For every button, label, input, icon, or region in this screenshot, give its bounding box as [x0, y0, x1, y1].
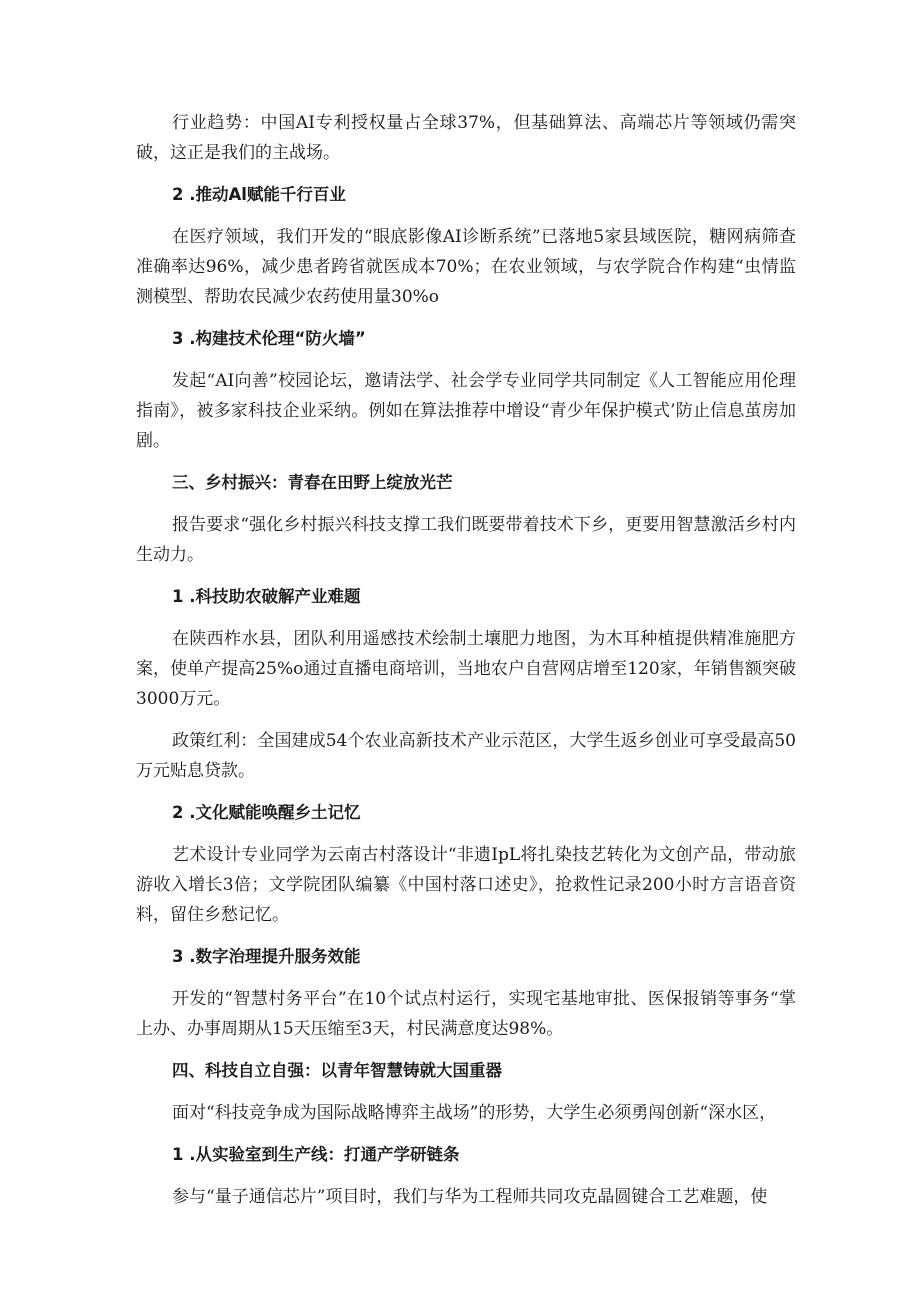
paragraph-industry-trend: 行业趋势：中国AI专利授权量占全球37%，但基础算法、高端芯片等领域仍需突破，这正是我们的主战场。 [136, 113, 796, 163]
paragraph-quantum-chip: 参与“量子通信芯片”项目时，我们与华为工程师共同攻克晶圆键合工艺难题，使 [172, 1187, 768, 1207]
document-body [136, 108, 796, 1224]
paragraph-smart-village: 开发的“智慧村务平台”在10个试点村运行，实现宅基地审批、医保报销等事务“掌上办、办事周期从15天压缩至3天，村民满意度达98%。 [136, 989, 796, 1039]
heading-rural-revitalization: 三、乡村振兴：青春在田野上绽放光芒 [172, 473, 453, 492]
heading-ai-empower: 2 .推动Al赋能千行百业 [172, 185, 346, 204]
heading-culture-memory: 2 .文化赋能唤醒乡土记忆 [172, 803, 361, 822]
heading-tech-self-reliance: 四、科技自立自强：以青年智慧铸就大国重器 [172, 1061, 502, 1080]
paragraph-art-design: 艺术设计专业同学为云南古村落设计“非遗IpL将扎染技艺转化为文创产品，带动旅游收入增长3倍；文学院团队编纂《中国村落口述史》，抢救性记录200小时方言语音资料，留住乡愁记忆。 [136, 845, 796, 925]
heading-tech-ethics: 3 .构建技术伦理“防火墙” [172, 329, 366, 348]
heading-digital-governance: 3 .数字治理提升服务效能 [172, 947, 361, 966]
paragraph-medical-agriculture: 在医疗领域，我们开发的“眼底影像AI诊断系统”已落地5家县域医院，糖网病筛查准确率达96%，减少患者跨省就医成本70%；在农业领域，与农学院合作构建“虫情监测模型、帮助农民减少农药使用量30%o [136, 227, 796, 307]
paragraph-tech-competition: 面对“科技竞争成为国际战略博弈主战场”的形势，大学生必须勇闯创新“深水区， [172, 1103, 777, 1123]
heading-lab-to-production: 1 .从实验室到生产线：打通产学研链条 [172, 1145, 460, 1164]
paragraph-rural-report: 报告要求“强化乡村振兴科技支撑工我们既要带着技术下乡，更要用智慧激活乡村内生动力。 [136, 515, 796, 565]
paragraph-policy-bonus: 政策红利：全国建成54个农业高新技术产业示范区，大学生返乡创业可享受最高50万元贴息贷款。 [136, 731, 796, 781]
paragraph-zhashui: 在陕西柞水县，团队利用遥感技术绘制土壤肥力地图，为木耳种植提供精准施肥方案，使单产提高25%o通过直播电商培训，当地农户自营网店增至120家，年销售额突破3000万元。 [136, 629, 796, 709]
heading-tech-agriculture: 1 .科技助农破解产业难题 [172, 587, 361, 606]
paragraph-ai-forum: 发起“AI向善”校园论坛，邀请法学、社会学专业同学共同制定《人工智能应用伦理指南》，被多家科技企业采纳。例如在算法推荐中增设“青少年保护模式’防止信息茧房加剧。 [136, 371, 796, 451]
